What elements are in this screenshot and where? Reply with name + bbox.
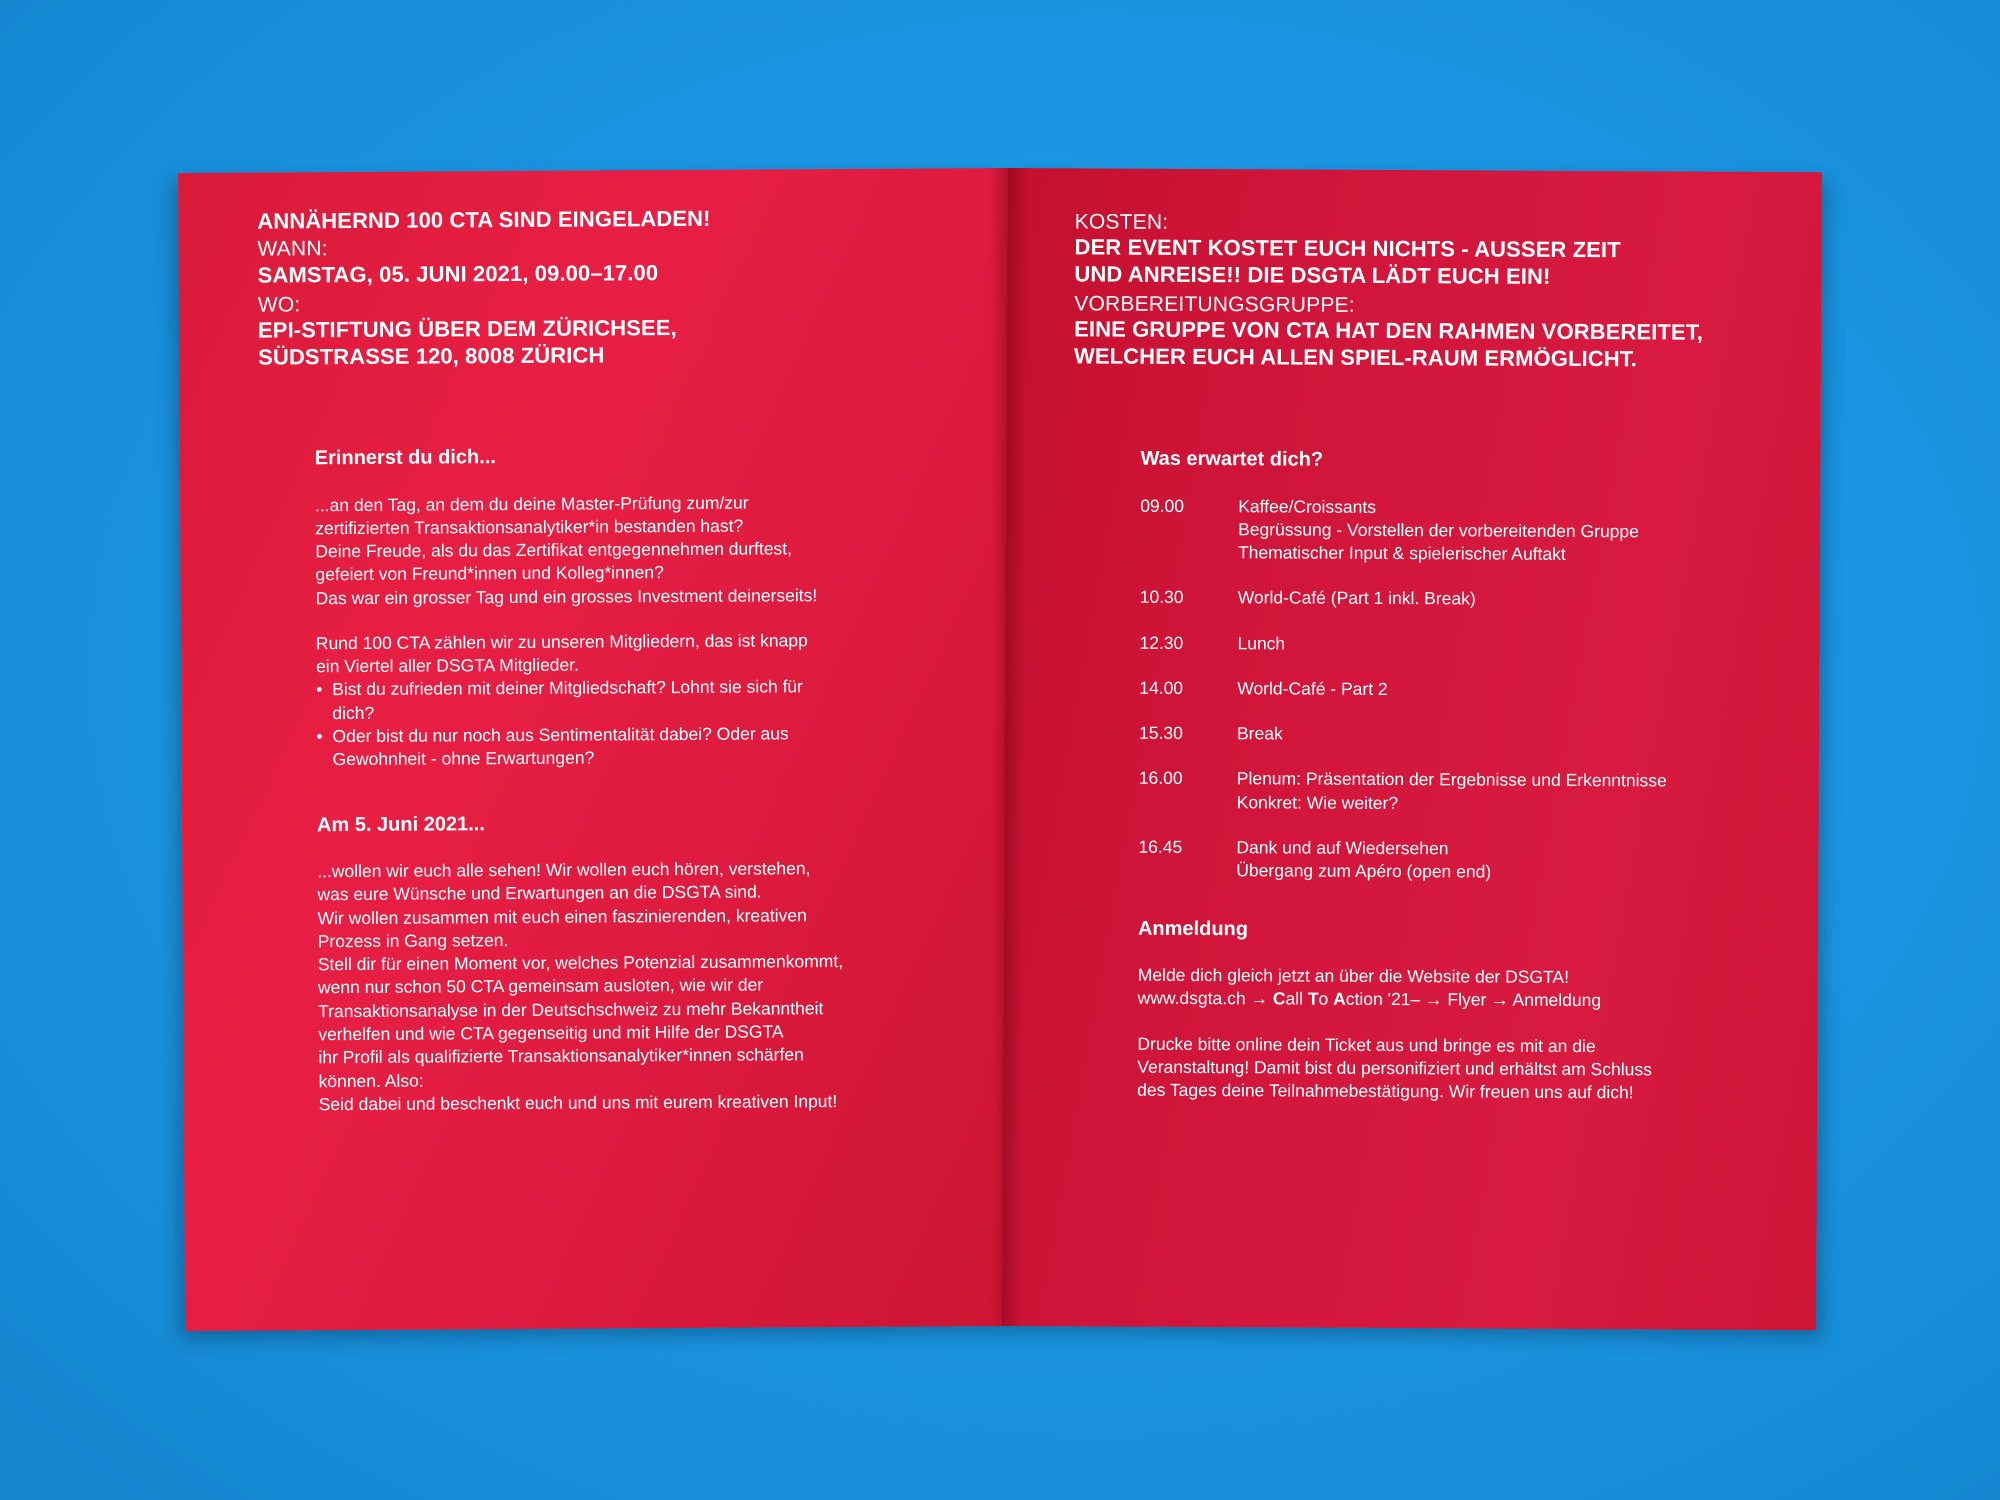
text-line: des Tages deine Teilnahmebestätigung. Wir freuen uns auf dich!	[1137, 1079, 1634, 1103]
members-paragraph	[316, 628, 976, 679]
registration-path	[1138, 987, 1778, 1014]
text-line: können. Also:	[318, 1070, 424, 1091]
agenda-time: 14.00	[1139, 677, 1184, 698]
section-title-june: Am 5. Juni 2021...	[316, 812, 485, 836]
question-list	[316, 675, 977, 772]
text-line: Gewohnheit - ohne Erwartungen?	[332, 747, 595, 770]
agenda-row	[1139, 767, 1779, 817]
agenda-list	[1138, 494, 1780, 885]
cost-line-2: UND ANREISE!! DIE DSGTA LÄDT EUCH EIN!	[1074, 260, 1551, 289]
text-line: gefeiert von Freund*innen und Kolleg*innen?	[315, 562, 664, 585]
list-item	[316, 675, 976, 726]
where-label: WO:	[257, 293, 301, 317]
agenda-time: 16.45	[1138, 836, 1183, 857]
text-line: Thematischer Input & spielerischer Auftakt	[1237, 542, 1566, 565]
agenda-row	[1139, 631, 1779, 658]
agenda-description	[1237, 632, 1285, 656]
agenda-row	[1139, 677, 1779, 704]
text-line: ein Viertel aller DSGTA Mitglieder.	[315, 654, 580, 677]
invite-headline: ANNÄHERND 100 CTA SIND EINGELADEN!	[257, 205, 711, 234]
path-letter: A	[1333, 989, 1346, 1010]
remember-paragraph	[315, 490, 976, 610]
text-line: Begrüssung - Vorstellen der vorbereitenden Gruppe	[1238, 519, 1639, 542]
where-line-1: EPI-STIFTUNG ÜBER DEM ZÜRICHSEE,	[257, 315, 677, 343]
agenda-time: 16.00	[1138, 768, 1183, 789]
path-prefix: www.dsgta.ch →	[1137, 988, 1273, 1009]
text-line: Kaffee/Croissants	[1238, 495, 1377, 517]
cost-line-1: DER EVENT KOSTET EUCH NICHTS - AUSSER ZEIT	[1074, 234, 1621, 263]
text-line: zertifizierten Transaktionsanalytiker*in bestanden hast?	[315, 515, 744, 539]
agenda-time: 09.00	[1140, 495, 1185, 516]
text-line: dich?	[332, 702, 375, 723]
text-line: ihr Profil als qualifizierte Transaktionsanalytiker*innen schärfen	[318, 1044, 804, 1068]
agenda-description	[1237, 677, 1388, 701]
agenda-time: 10.30	[1139, 587, 1184, 608]
text-line: Break	[1236, 723, 1283, 744]
text-line: was eure Wünsche und Erwartungen an die DSGTA sind.	[317, 881, 762, 905]
agenda-description	[1238, 587, 1476, 612]
right-header	[1074, 208, 1704, 372]
when-label: WANN:	[257, 237, 328, 261]
path-suffix: '21– → Flyer → Anmeldung	[1382, 989, 1602, 1011]
text-line: Drucke bitte online dein Ticket aus und bringe es mit an die	[1137, 1033, 1596, 1056]
text-line: Melde dich gleich jetzt an über die Website der DSGTA!	[1137, 964, 1570, 988]
group-label: VORBEREITUNGSGRUPPE:	[1074, 292, 1355, 317]
text-line: • Oder bist du nur noch aus Sentimentalität dabei? Oder aus	[332, 723, 789, 747]
june-paragraph	[317, 856, 979, 1116]
text-line: Lunch	[1237, 632, 1286, 654]
text-line: Deine Freude, als du das Zertifikat entgegennehmen durftest,	[315, 538, 793, 562]
group-line-1: EINE GRUPPE VON CTA HAT DEN RAHMEN VORBEREITET,	[1074, 316, 1704, 345]
text-line: Veranstaltung! Damit bist du personifiziert und erhältst am Schluss	[1137, 1056, 1652, 1080]
path-letter: T	[1307, 988, 1319, 1010]
text-line: Transaktionsanalyse in der Deutschschweiz zu mehr Bekanntheit	[318, 997, 824, 1021]
agenda-row	[1138, 836, 1778, 886]
left-page	[178, 168, 1015, 1331]
text-line: Wir wollen zusammen mit euch einen faszinierenden, kreativen	[317, 904, 807, 928]
agenda-time: 12.30	[1139, 632, 1184, 653]
text-line: Rund 100 CTA zählen wir zu unseren Mitgliedern, das ist knapp	[315, 630, 808, 654]
path-text: o	[1318, 989, 1334, 1010]
section-title-remember: Erinnerst du dich...	[314, 446, 496, 470]
agenda-title: Was erwartet dich?	[1140, 447, 1324, 471]
agenda-time: 15.30	[1138, 722, 1183, 744]
agenda-description	[1236, 836, 1491, 884]
text-line: Konkret: Wie weiter?	[1236, 791, 1399, 813]
text-line: Stell dir für einen Moment vor, welches Potenzial zusammenkommt,	[317, 951, 844, 975]
text-line: Das war ein grosser Tag und ein grosses Investment deinerseits!	[315, 584, 818, 608]
text-line: Seid dabei und beschenkt euch und uns mit eurem kreativen Input!	[318, 1090, 838, 1114]
cost-label: KOSTEN:	[1074, 210, 1169, 234]
text-line: Übergang zum Apéro (open end)	[1236, 860, 1492, 882]
text-line: ...an den Tag, an dem du deine Master-Prüfung zum/zur	[314, 492, 749, 515]
registration-title: Anmeldung	[1137, 917, 1249, 940]
registration-paragraph	[1138, 964, 1778, 1014]
agenda-row	[1140, 494, 1780, 567]
text-line: Dank und auf Wiedersehen	[1236, 837, 1449, 859]
text-line: verhelfen und wie CTA gegenseitig und mit Hilfe der DSGTA	[318, 1021, 784, 1045]
agenda-description	[1237, 722, 1283, 746]
brochure	[178, 168, 1822, 1326]
agenda-row	[1139, 722, 1779, 749]
text-line: • Bist du zufrieden mit deiner Mitgliedschaft? Lohnt sie sich für	[332, 676, 804, 700]
right-page	[1002, 168, 1822, 1330]
ticket-paragraph	[1137, 1032, 1777, 1105]
path-text: ction	[1345, 989, 1383, 1010]
agenda-description	[1238, 495, 1639, 567]
where-line-2: SÜDSTRASSE 120, 8008 ZÜRICH	[258, 342, 605, 370]
text-line: ...wollen wir euch alle sehen! Wir wollen euch hören, verstehen,	[317, 858, 811, 882]
agenda-description	[1237, 768, 1667, 817]
text-line: World-Café - Part 2	[1237, 678, 1388, 699]
path-letter: C	[1272, 988, 1286, 1009]
group-line-2: WELCHER EUCH ALLEN SPIEL-RAUM ERMÖGLICHT.	[1073, 342, 1638, 371]
left-header	[257, 206, 711, 371]
when-value: SAMSTAG, 05. JUNI 2021, 09.00–17.00	[257, 259, 659, 288]
text-line: Plenum: Präsentation der Ergebnisse und Erkenntnisse	[1236, 768, 1667, 791]
left-body	[315, 441, 979, 1138]
agenda-row	[1140, 586, 1780, 613]
path-text: all	[1285, 988, 1308, 1009]
text-line: Prozess in Gang setzen.	[317, 929, 509, 952]
text-line: World-Café (Part 1 inkl. Break)	[1237, 587, 1476, 609]
right-body	[1137, 446, 1781, 1128]
list-item	[316, 721, 976, 772]
text-line: wenn nur schon 50 CTA gemeinsam ausloten, wie wir der	[317, 974, 764, 998]
